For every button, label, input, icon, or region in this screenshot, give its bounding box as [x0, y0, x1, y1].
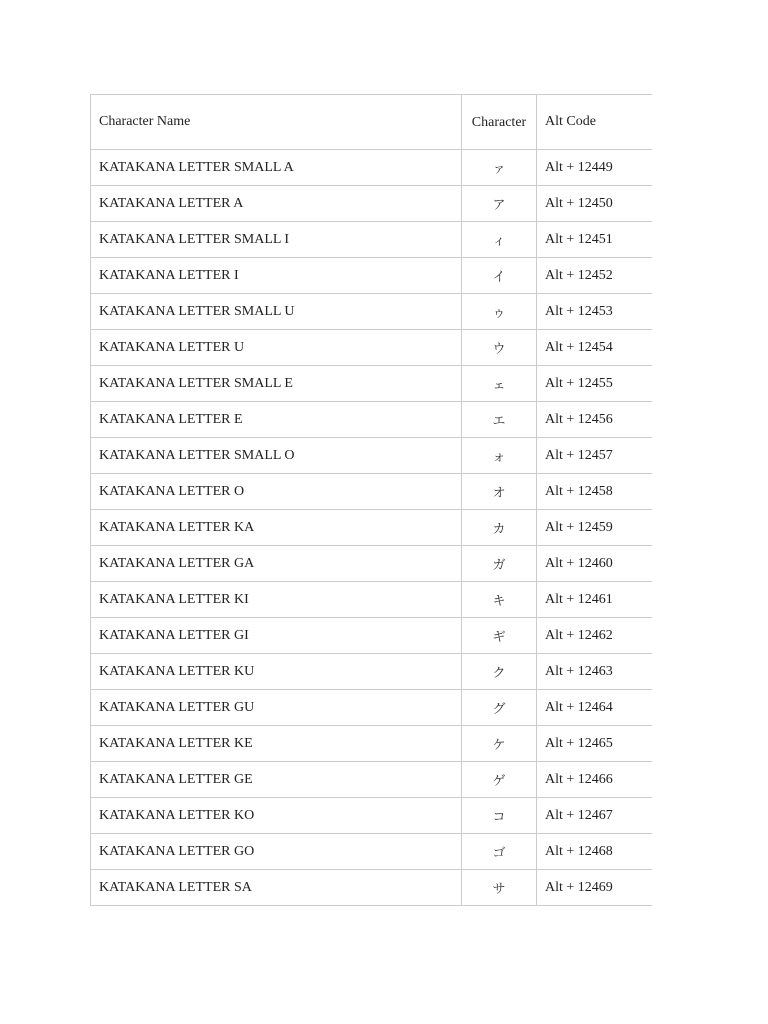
- header-alt-code: Alt Code: [537, 95, 653, 150]
- alt-code-cell: Alt + 12458: [537, 474, 653, 510]
- table-row: [91, 474, 653, 510]
- character-glyph-cell: ウ: [462, 330, 537, 366]
- character-glyph-cell: ォ: [462, 438, 537, 474]
- character-glyph-cell: キ: [462, 582, 537, 618]
- character-glyph-cell: サ: [462, 870, 537, 906]
- character-glyph-cell: ゴ: [462, 834, 537, 870]
- table-row: [91, 618, 653, 654]
- character-name-cell: KATAKANA LETTER I: [91, 258, 462, 294]
- alt-code-cell: Alt + 12461: [537, 582, 653, 618]
- alt-code-cell: Alt + 12459: [537, 510, 653, 546]
- alt-code-cell: Alt + 12449: [537, 150, 653, 186]
- header-character-name: Character Name: [91, 95, 462, 150]
- alt-code-cell: Alt + 12460: [537, 546, 653, 582]
- alt-code-cell: Alt + 12469: [537, 870, 653, 906]
- table-row: [91, 546, 653, 582]
- alt-code-cell: Alt + 12453: [537, 294, 653, 330]
- header-character: Character: [462, 95, 537, 150]
- character-name-cell: KATAKANA LETTER GA: [91, 546, 462, 582]
- character-glyph-cell: グ: [462, 690, 537, 726]
- alt-code-cell: Alt + 12466: [537, 762, 653, 798]
- character-name-cell: KATAKANA LETTER A: [91, 186, 462, 222]
- alt-code-cell: Alt + 12464: [537, 690, 653, 726]
- table-row: [91, 510, 653, 546]
- table-row: [91, 726, 653, 762]
- character-glyph-cell: ィ: [462, 222, 537, 258]
- table-row: [91, 330, 653, 366]
- character-glyph-cell: オ: [462, 474, 537, 510]
- character-glyph-cell: ァ: [462, 150, 537, 186]
- character-name-cell: KATAKANA LETTER KE: [91, 726, 462, 762]
- character-name-cell: KATAKANA LETTER GE: [91, 762, 462, 798]
- table-row: [91, 402, 653, 438]
- header-row: [91, 95, 653, 150]
- alt-code-cell: Alt + 12467: [537, 798, 653, 834]
- character-name-cell: KATAKANA LETTER KA: [91, 510, 462, 546]
- character-name-cell: KATAKANA LETTER KO: [91, 798, 462, 834]
- alt-code-cell: Alt + 12465: [537, 726, 653, 762]
- table-row: [91, 186, 653, 222]
- character-name-cell: KATAKANA LETTER U: [91, 330, 462, 366]
- alt-code-cell: Alt + 12463: [537, 654, 653, 690]
- character-glyph-cell: ェ: [462, 366, 537, 402]
- katakana-alt-code-table-container: [90, 94, 652, 912]
- alt-code-cell: Alt + 12456: [537, 402, 653, 438]
- table-row: [91, 690, 653, 726]
- alt-code-cell: Alt + 12454: [537, 330, 653, 366]
- character-name-cell: KATAKANA LETTER SMALL E: [91, 366, 462, 402]
- character-glyph-cell: ケ: [462, 726, 537, 762]
- character-glyph-cell: カ: [462, 510, 537, 546]
- character-name-cell: KATAKANA LETTER SMALL O: [91, 438, 462, 474]
- character-glyph-cell: ゲ: [462, 762, 537, 798]
- table-row: [91, 834, 653, 870]
- character-name-cell: KATAKANA LETTER O: [91, 474, 462, 510]
- alt-code-cell: Alt + 12452: [537, 258, 653, 294]
- character-glyph-cell: ク: [462, 654, 537, 690]
- character-name-cell: KATAKANA LETTER KU: [91, 654, 462, 690]
- character-name-cell: KATAKANA LETTER SMALL A: [91, 150, 462, 186]
- alt-code-cell: Alt + 12450: [537, 186, 653, 222]
- table-row: [91, 366, 653, 402]
- character-glyph-cell: コ: [462, 798, 537, 834]
- character-name-cell: KATAKANA LETTER SMALL I: [91, 222, 462, 258]
- character-name-cell: KATAKANA LETTER SMALL U: [91, 294, 462, 330]
- character-name-cell: KATAKANA LETTER GO: [91, 834, 462, 870]
- table-row: [91, 762, 653, 798]
- table-header: [91, 95, 653, 150]
- character-glyph-cell: ア: [462, 186, 537, 222]
- table-row: [91, 798, 653, 834]
- character-name-cell: KATAKANA LETTER E: [91, 402, 462, 438]
- character-glyph-cell: ゥ: [462, 294, 537, 330]
- character-name-cell: KATAKANA LETTER GU: [91, 690, 462, 726]
- table-body: [91, 150, 653, 906]
- table-row: [91, 150, 653, 186]
- alt-code-cell: Alt + 12457: [537, 438, 653, 474]
- character-name-cell: KATAKANA LETTER SA: [91, 870, 462, 906]
- character-name-cell: KATAKANA LETTER GI: [91, 618, 462, 654]
- table-row: [91, 222, 653, 258]
- katakana-alt-code-table: [90, 94, 652, 906]
- character-glyph-cell: エ: [462, 402, 537, 438]
- table-row: [91, 258, 653, 294]
- character-name-cell: KATAKANA LETTER KI: [91, 582, 462, 618]
- character-glyph-cell: ガ: [462, 546, 537, 582]
- character-glyph-cell: ギ: [462, 618, 537, 654]
- table-row: [91, 870, 653, 906]
- table-row: [91, 582, 653, 618]
- table-row: [91, 654, 653, 690]
- alt-code-cell: Alt + 12462: [537, 618, 653, 654]
- character-glyph-cell: イ: [462, 258, 537, 294]
- alt-code-cell: Alt + 12451: [537, 222, 653, 258]
- table-row: [91, 438, 653, 474]
- alt-code-cell: Alt + 12455: [537, 366, 653, 402]
- table-row: [91, 294, 653, 330]
- alt-code-cell: Alt + 12468: [537, 834, 653, 870]
